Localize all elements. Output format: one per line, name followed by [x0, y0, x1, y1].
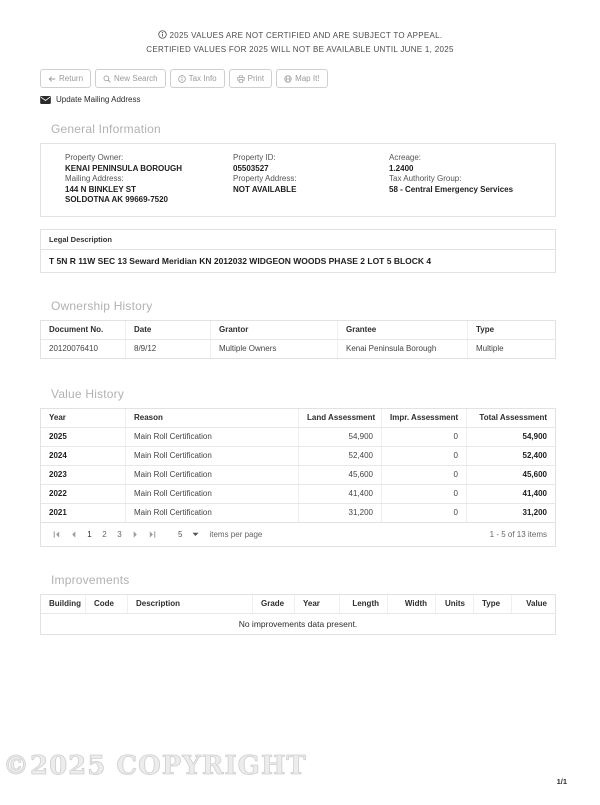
- pager-page-1[interactable]: 1: [87, 529, 92, 539]
- copyright-watermark: ©2025 COPYRIGHT: [3, 751, 307, 781]
- total-assessment-cell: 41,400: [522, 489, 547, 498]
- table-header-row: [41, 409, 555, 428]
- reason-cell: Main Roll Certification: [126, 428, 299, 446]
- year-cell: 2021: [41, 504, 126, 522]
- grantor-cell: Multiple Owners: [211, 340, 338, 358]
- property-id-value: 05503527: [233, 163, 269, 173]
- pager-last-icon[interactable]: [145, 527, 160, 542]
- column-header: Type: [474, 595, 512, 613]
- table-row: [41, 428, 555, 447]
- land-assessment-cell: 41,400: [299, 485, 382, 503]
- pager-first-icon[interactable]: [49, 527, 64, 542]
- notice-text-line1: 2025 VALUES ARE NOT CERTIFIED AND ARE SUBJECT TO APPEAL.: [169, 31, 443, 40]
- info-icon: [158, 30, 167, 43]
- grantee-cell: Kenai Peninsula Borough: [338, 340, 468, 358]
- column-header: Year: [41, 409, 126, 427]
- column-header: Type: [476, 325, 495, 334]
- map-it-button[interactable]: [276, 69, 327, 88]
- column-header: Units: [436, 595, 474, 613]
- ownership-history-table: [40, 320, 556, 359]
- print-button-label: Print: [247, 74, 265, 83]
- legal-description-header: Legal Description: [41, 230, 555, 250]
- column-header: Impr. Assessment: [382, 409, 467, 427]
- table-row: [41, 340, 555, 358]
- year-cell: 2023: [41, 466, 126, 484]
- property-owner-label: Property Owner:: [65, 153, 124, 162]
- reason-cell: Main Roll Certification: [126, 504, 299, 522]
- certification-notice-line1: [0, 29, 600, 43]
- column-header: Building: [41, 595, 86, 613]
- value-history-pager: [40, 523, 556, 547]
- improvements-section: [40, 573, 556, 635]
- pager-next-icon[interactable]: [128, 527, 143, 542]
- tax-authority-group-label: Tax Authority Group:: [389, 174, 462, 183]
- general-information-box: [40, 143, 556, 217]
- items-per-page-value: 5: [178, 529, 183, 539]
- print-button[interactable]: [229, 69, 272, 88]
- general-information-section: [40, 122, 556, 273]
- value-history-table: [40, 408, 556, 523]
- improvements-title: Improvements: [51, 572, 130, 587]
- legal-description-value: T 5N R 11W SEC 13 Seward Meridian KN 2012032 WIDGEON WOODS PHASE 2 LOT 5 BLOCK 4: [49, 255, 432, 266]
- tax-info-button-label: Tax Info: [188, 74, 217, 83]
- table-header-row: [41, 595, 555, 614]
- column-header: Reason: [126, 409, 299, 427]
- ownership-history-title: Ownership History: [51, 298, 153, 313]
- info-circle-icon: [178, 75, 186, 83]
- return-button[interactable]: [40, 69, 91, 88]
- land-assessment-cell: 45,600: [299, 466, 382, 484]
- impr-assessment-cell: 0: [382, 485, 467, 503]
- table-row: [41, 504, 555, 522]
- table-row: [41, 466, 555, 485]
- search-icon: [103, 75, 111, 83]
- property-owner-value: KENAI PENINSULA BOROUGH: [65, 163, 183, 173]
- caret-down-icon: [192, 532, 199, 537]
- property-id-label: Property ID:: [233, 153, 276, 162]
- general-information-title: General Information: [51, 122, 161, 136]
- column-header: Date: [126, 321, 211, 339]
- column-header: Code: [86, 595, 128, 613]
- column-header: Grantor: [211, 321, 338, 339]
- toolbar: [40, 69, 600, 88]
- reason-cell: Main Roll Certification: [126, 447, 299, 465]
- update-mailing-address-label: Update Mailing Address: [56, 95, 141, 104]
- value-history-title: Value History: [51, 386, 125, 401]
- property-address-value: NOT AVAILABLE: [233, 184, 297, 194]
- envelope-icon: [40, 96, 51, 104]
- certification-notice-line2: CERTIFIED VALUES FOR 2025 WILL NOT BE AVAILABLE UNTIL JUNE 1, 2025: [146, 45, 454, 54]
- table-row: [41, 447, 555, 466]
- mailing-address-line2: SOLDOTNA AK 99669-7520: [65, 195, 168, 204]
- column-header: Land Assessment: [299, 409, 382, 427]
- no-data-message: No improvements data present.: [238, 618, 358, 629]
- column-header: Grantee: [338, 321, 468, 339]
- improvements-table: [40, 594, 556, 635]
- column-header: Total Assessment: [479, 413, 547, 422]
- map-it-button-label: Map It!: [295, 74, 320, 83]
- general-info-column-owner: [65, 153, 233, 206]
- property-address-label: Property Address:: [233, 174, 297, 183]
- mailing-address-label: Mailing Address:: [65, 174, 124, 183]
- new-search-button-label: New Search: [114, 74, 158, 83]
- type-cell: Multiple: [476, 344, 504, 353]
- certification-notice: [0, 29, 600, 56]
- date-cell: 8/9/12: [126, 340, 211, 358]
- value-history-section: [40, 387, 556, 547]
- column-header: Grade: [253, 595, 295, 613]
- reason-cell: Main Roll Certification: [126, 466, 299, 484]
- column-header: Description: [128, 595, 253, 613]
- total-assessment-cell: 31,200: [522, 508, 547, 517]
- ownership-history-section: [40, 299, 556, 359]
- total-assessment-cell: 54,900: [522, 432, 547, 441]
- year-cell: 2024: [41, 447, 126, 465]
- document-no-cell: 20120076410: [41, 340, 126, 358]
- impr-assessment-cell: 0: [382, 466, 467, 484]
- land-assessment-cell: 31,200: [299, 504, 382, 522]
- return-button-label: Return: [59, 74, 84, 83]
- table-row: [41, 485, 555, 504]
- impr-assessment-cell: 0: [382, 428, 467, 446]
- pager-page-2[interactable]: 2: [102, 529, 107, 539]
- land-assessment-cell: 54,900: [299, 428, 382, 446]
- column-header: Length: [340, 595, 388, 613]
- year-cell: 2025: [41, 428, 126, 446]
- globe-icon: [284, 75, 292, 83]
- general-info-column-tax: [389, 153, 549, 206]
- general-info-column-property: [233, 153, 389, 206]
- pager-range-label: 1 - 5 of 13 items: [489, 529, 547, 539]
- items-per-page-select[interactable]: [178, 530, 199, 539]
- arrow-left-icon: [48, 75, 56, 83]
- year-cell: 2022: [41, 485, 126, 503]
- acreage-label: Acreage:: [389, 153, 422, 162]
- tax-authority-group-value: 58 - Central Emergency Services: [389, 184, 514, 194]
- total-assessment-cell: 52,400: [522, 451, 547, 460]
- impr-assessment-cell: 0: [382, 447, 467, 465]
- printer-icon: [237, 75, 245, 83]
- pager-prev-icon[interactable]: [66, 527, 81, 542]
- reason-cell: Main Roll Certification: [126, 485, 299, 503]
- pager-page-3[interactable]: 3: [117, 529, 122, 539]
- empty-table-row: [41, 614, 555, 634]
- new-search-button[interactable]: [95, 69, 166, 88]
- update-mailing-address-link[interactable]: [40, 95, 141, 104]
- column-header: Width: [388, 595, 436, 613]
- total-assessment-cell: 45,600: [522, 470, 547, 479]
- legal-description-box: [40, 229, 556, 273]
- acreage-value: 1.2400: [389, 163, 414, 173]
- land-assessment-cell: 52,400: [299, 447, 382, 465]
- items-per-page-label: items per page: [209, 529, 263, 539]
- mailing-address-line1: 144 N BINKLEY ST: [65, 184, 136, 194]
- column-header: Year: [295, 595, 340, 613]
- column-header: Document No.: [41, 321, 126, 339]
- impr-assessment-cell: 0: [382, 504, 467, 522]
- page-indicator: 1/1: [556, 777, 567, 786]
- table-header-row: [41, 321, 555, 340]
- tax-info-button[interactable]: [170, 69, 225, 88]
- column-header: Value: [526, 599, 547, 608]
